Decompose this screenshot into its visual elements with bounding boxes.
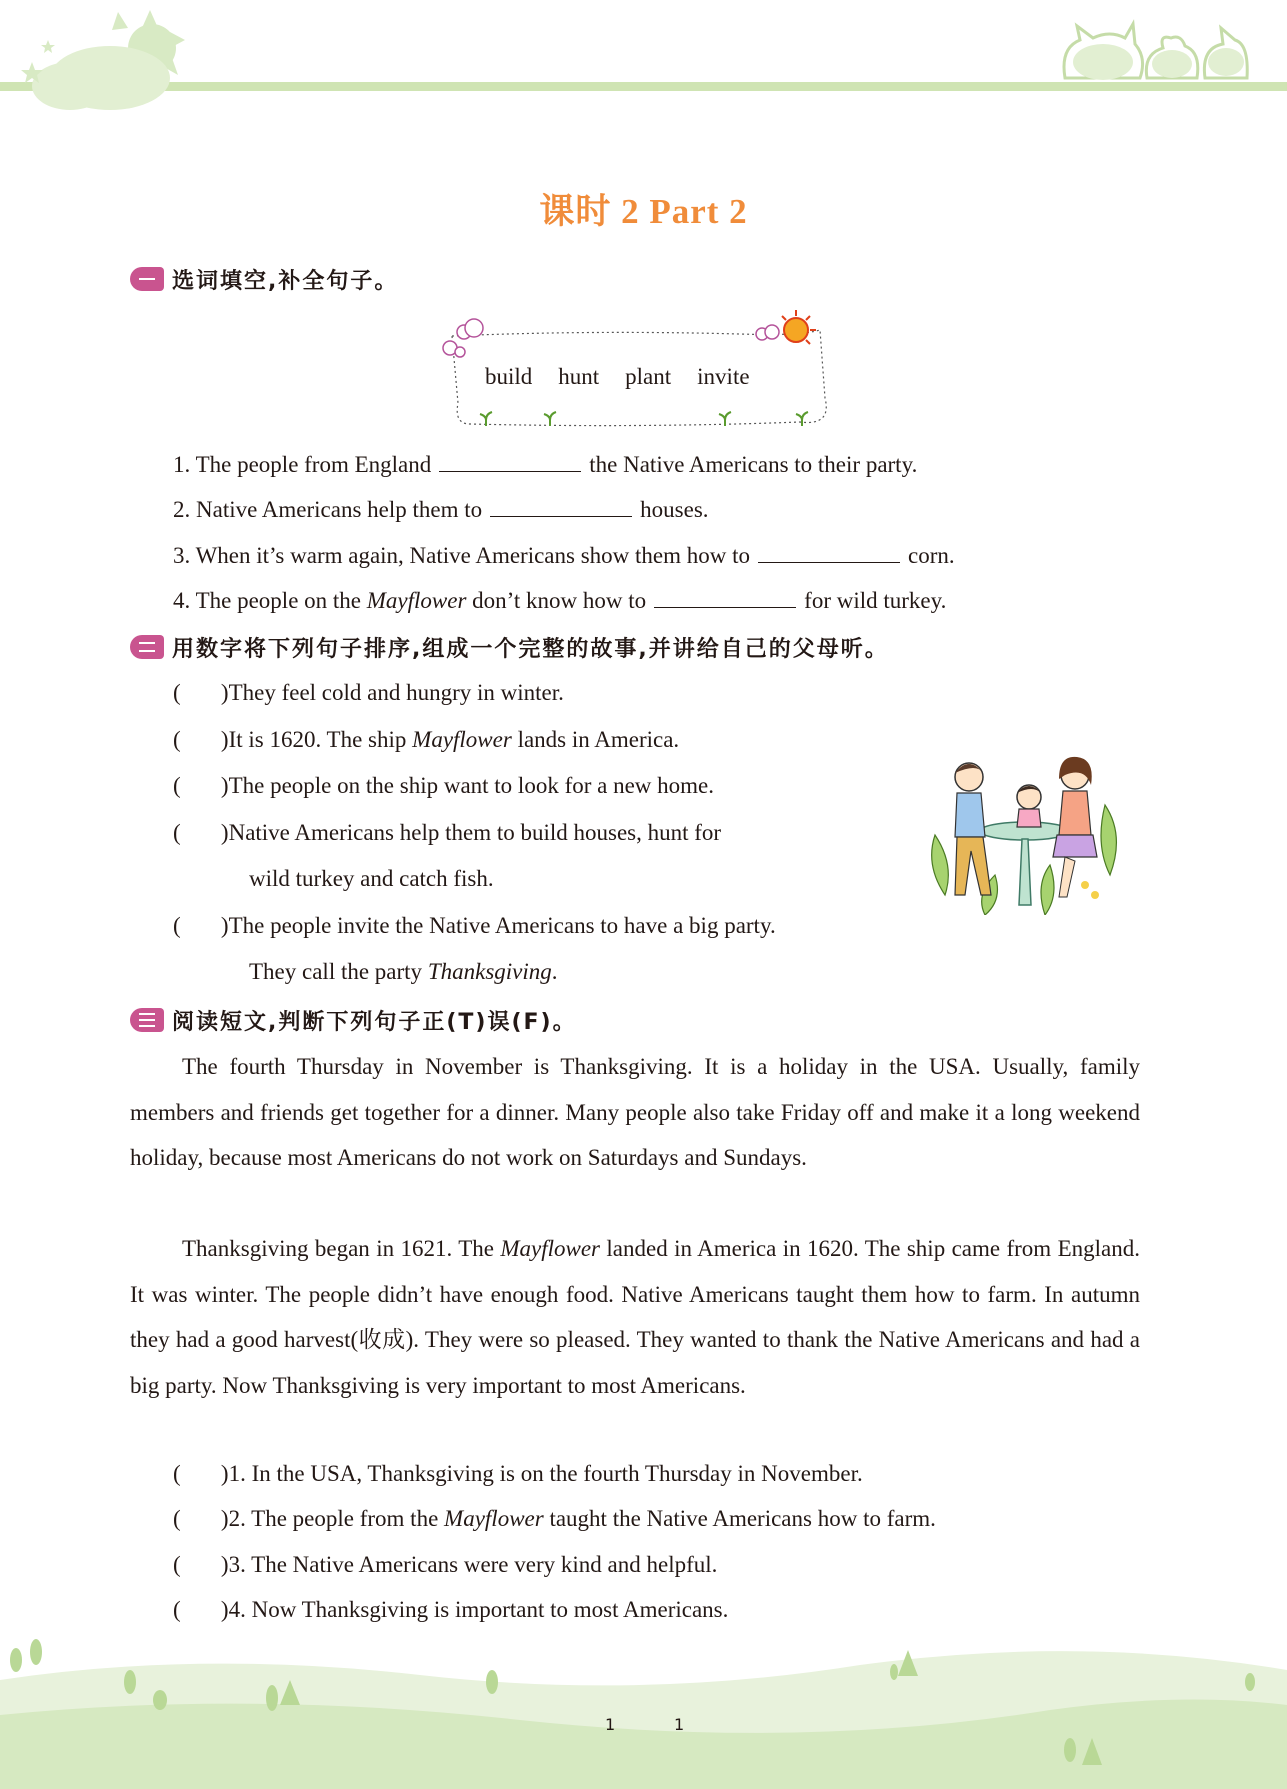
- order-item-1: ( )They feel cold and hungry in winter.: [173, 680, 564, 705]
- page-number-left: 1: [605, 1715, 616, 1734]
- answer-paren[interactable]: ( ): [173, 820, 229, 845]
- fill-sentence-1: 1. The people from England the Native Americans to their party.: [173, 452, 918, 477]
- animals-decoration: [1055, 18, 1255, 88]
- order-item-2: ( )It is 1620. The ship Mayflower lands in America.: [173, 727, 680, 752]
- answer-blank[interactable]: [758, 542, 900, 563]
- order-item-4: ( )Native Americans help them to build houses, hunt for: [173, 820, 722, 845]
- answer-blank[interactable]: [439, 451, 581, 472]
- page-title: 课时 2 Part 2: [539, 192, 748, 231]
- order-item-5: ( )The people invite the Native Americans to have a big party.: [173, 913, 776, 938]
- answer-blank[interactable]: [654, 587, 796, 608]
- answer-paren[interactable]: ( ): [173, 1461, 229, 1486]
- sun-cloud-decoration: [0, 0, 210, 120]
- section-2-heading: 用数字将下列句子排序,组成一个完整的故事,并讲给自己的父母听。: [130, 630, 889, 664]
- word-bank: [485, 364, 776, 390]
- reading-passage-paragraph-1: The fourth Thursday in November is Thanksgiving. It is a holiday in the USA. Usually, family members and friends get together for a dinner. Many people also take Friday off and make it a long weekend holiday, because most Americans do not work on Saturdays and Sundays.: [130, 1054, 1140, 1170]
- word-plant: plant: [625, 364, 672, 389]
- word-build: build: [485, 364, 533, 389]
- answer-paren[interactable]: ( ): [173, 1597, 229, 1622]
- reading-passage-paragraph-2: Thanksgiving began in 1621. The Mayflower landed in America in 1620. The ship came from England. It was winter. The people didn’t have enough food. Native Americans taught them how to farm. In autumn they had a good harvest(收成). They were so pleased. They wanted to thank the Native Americans and had a big party. Now Thanksgiving is very important to most Americans.: [130, 1236, 1140, 1398]
- answer-paren[interactable]: ( ): [173, 680, 229, 705]
- section-number-three-icon: [130, 1008, 164, 1032]
- order-item-3: ( )The people on the ship want to look for a new home.: [173, 773, 715, 798]
- answer-blank[interactable]: [490, 496, 632, 517]
- answer-paren[interactable]: ( ): [173, 1506, 229, 1531]
- family-dinner-illustration: [925, 745, 1125, 915]
- section-3-heading: 阅读短文,判断下列句子正(T)误(F)。: [130, 1003, 577, 1037]
- fill-sentence-2: 2. Native Americans help them to houses.: [173, 497, 709, 522]
- answer-paren[interactable]: ( ): [173, 1552, 229, 1577]
- section-1-heading: 选词填空,补全句子。: [130, 262, 398, 296]
- fill-sentence-3: 3. When it’s warm again, Native Americans show them how to corn.: [173, 543, 955, 568]
- page-number-right: 1: [674, 1715, 685, 1734]
- answer-paren[interactable]: ( ): [173, 913, 229, 938]
- word-invite: invite: [697, 364, 750, 389]
- order-item-4-continued: wild turkey and catch fish.: [249, 866, 494, 891]
- footer-hills-decoration: [0, 1620, 1287, 1789]
- section-number-one-icon: [130, 267, 164, 291]
- tf-item-3: ( )3. The Native Americans were very kind and helpful.: [173, 1552, 718, 1577]
- order-item-5-continued: They call the party Thanksgiving.: [249, 959, 558, 984]
- tf-item-4: ( )4. Now Thanksgiving is important to most Americans.: [173, 1597, 729, 1622]
- answer-paren[interactable]: ( ): [173, 773, 229, 798]
- tf-item-1: ( )1. In the USA, Thanksgiving is on the fourth Thursday in November.: [173, 1461, 863, 1486]
- word-hunt: hunt: [558, 364, 600, 389]
- fill-sentence-4: 4. The people on the Mayflower don’t know how to for wild turkey.: [173, 588, 947, 613]
- section-number-two-icon: [130, 635, 164, 659]
- tf-item-2: ( )2. The people from the Mayflower taught the Native Americans how to farm.: [173, 1506, 936, 1531]
- answer-paren[interactable]: ( ): [173, 727, 229, 752]
